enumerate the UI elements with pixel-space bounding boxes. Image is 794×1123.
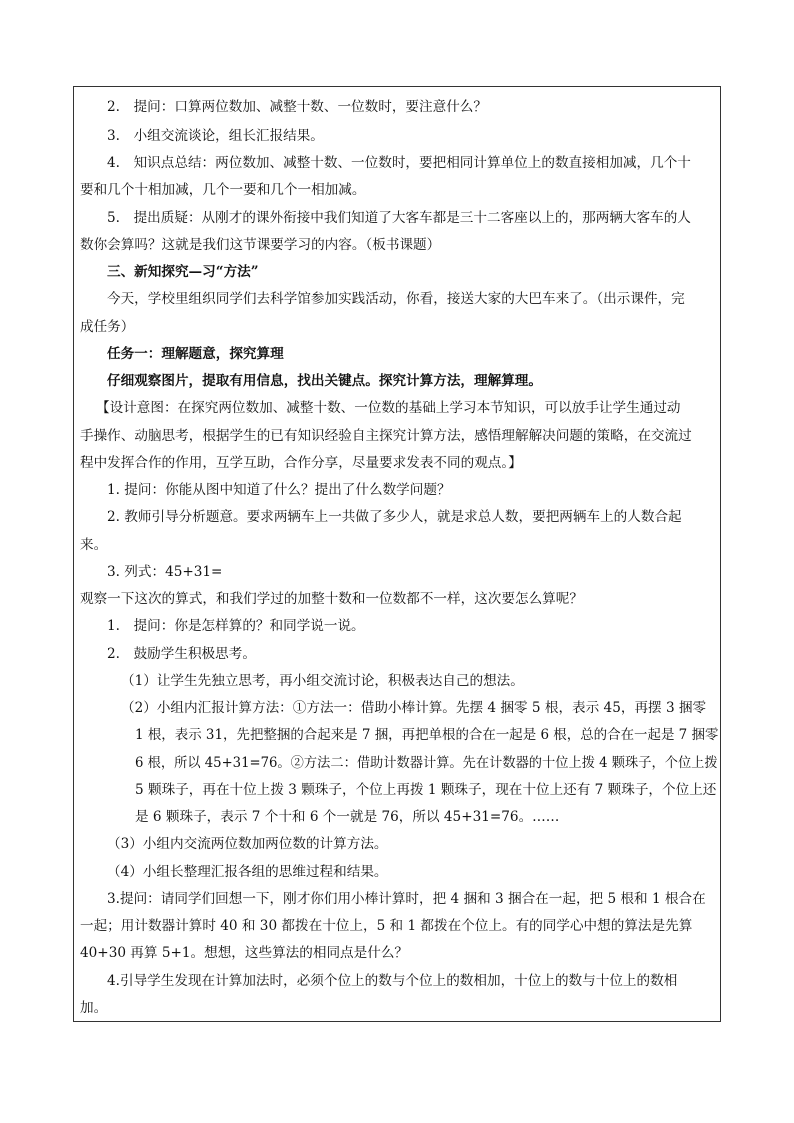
sub-2-item-2-cont-3: 5 颗珠子，再在十位上拨 3 颗珠子，个位上再拨 1 颗珠子，现在十位上还有 7 颗珠子，个位上还 [135,782,717,798]
item-3-equation: 3. 列式：45+31= [107,564,223,580]
item-2-analysis-cont: 来。 [80,537,108,553]
design-intent-cont-2: 程中发挥合作的作用，互学互助，合作分享，尽量要求发表不同的观点。】 [80,455,522,471]
item-4-guide-cont: 加。 [80,1000,108,1016]
step-5-question-cont: 数你会算吗？这就是我们这节课要学习的内容。（板书课题） [80,237,441,253]
step-4-summary: 4. 知识点总结：两位数加、减整十数、一位数时，要把相同计算单位上的数直接相加减，几个十 [107,155,691,171]
item-3-recall-cont-2: 40+30 再算 5+1。想想，这些算法的相同点是什么？ [80,945,409,961]
sub-2-item-1: （1）让学生先独立思考，再小组交流讨论，积极表达自己的想法。 [121,673,524,689]
item-2-analysis: 2. 教师引导分析题意。要求两辆车上一共做了多少人，就是求总人数，要把两辆车上的人数合起 [107,509,682,525]
step-5-question: 5. 提出质疑：从刚才的课外衔接中我们知道了大客车都是三十二客座以上的，那两辆大客车的人 [107,210,691,226]
design-intent: 【设计意图：在探究两位数加、减整十数、一位数的基础上学习本节知识，可以放手让学生通过动 [96,400,681,416]
intro-paragraph-cont: 成任务） [80,319,135,335]
item-3-recall-cont-1: 一起；用计数器计算时 40 和 30 都拨在十位上，5 和 1 都拨在个位上。有的同学心中想的算法是先算 [80,918,693,934]
step-2-question: 2. 提问：口算两位数加、减整十数、一位数时，要注意什么？ [107,99,487,115]
step-3-group-discussion: 3. 小组交流谈论，组长汇报结果。 [107,128,324,144]
sub-2-item-2-cont-2: 6 根，所以 45+31=76。②方法二：借助计数器计算。先在计数器的十位上拨 4 颗珠子，个位上拨 [135,755,718,771]
sub-2-item-2-cont-4: 是 6 颗珠子，表示 7 个十和 6 个一就是 76，所以 45+31=76。…… [135,809,560,825]
observe-paragraph: 观察一下这次的算式，和我们学过的加整十数和一位数都不一样，这次要怎么算呢？ [80,591,583,607]
sub-2-item-2: （2）小组内汇报计算方法：①方法一：借助小棒计算。先摆 4 捆零 5 根，表示 45，再摆 3 捆零 [121,700,707,716]
sub-2-item-3: （3）小组内交流两位数加两位数的计算方法。 [107,836,388,852]
design-intent-cont-1: 手操作、动脑思考，根据学生的已有知识经验自主探究计算方法，感悟理解解决问题的策略，在交流过 [80,428,692,444]
item-3-recall: 3.提问：请同学们回想一下，刚才你们用小棒计算时，把 4 捆和 3 捆合在一起，把 5 根和 1 根合在 [107,891,706,907]
sub-2-item-4: （4）小组长整理汇报各组的思维过程和结果。 [107,864,388,880]
section-heading-3: 三、新知探究—习“方法” [107,264,259,280]
sub-2-encourage: 2. 鼓励学生积极思考。 [107,646,256,662]
sub-1-question: 1. 提问：你是怎样算的？和同学说一说。 [107,618,365,634]
task-one-heading: 任务一：理解题意，探究算理 [107,346,284,362]
step-4-summary-cont: 要和几个十相加减，几个一要和几个一相加减。 [80,182,366,198]
sub-2-item-2-cont-1: 1 根，表示 31，先把整捆的合起来是 7 捆，再把单根的合在一起是 6 根，总的合在一起是 7 捆零 [135,727,719,743]
intro-paragraph: 今天，学校里组织同学们去科学馆参加实践活动，你看，接送大家的大巴车来了。（出示课件，完 [107,291,685,307]
item-1-question: 1. 提问：你能从图中知道了什么？提出了什么数学问题？ [107,482,451,498]
item-4-guide: 4.引导学生发现在计算加法时，必须个位上的数与个位上的数相加，十位上的数与十位上的数相 [107,973,678,989]
task-one-instruction: 仔细观察图片，提取有用信息，找出关键点。探究计算方法，理解算理。 [107,373,542,389]
